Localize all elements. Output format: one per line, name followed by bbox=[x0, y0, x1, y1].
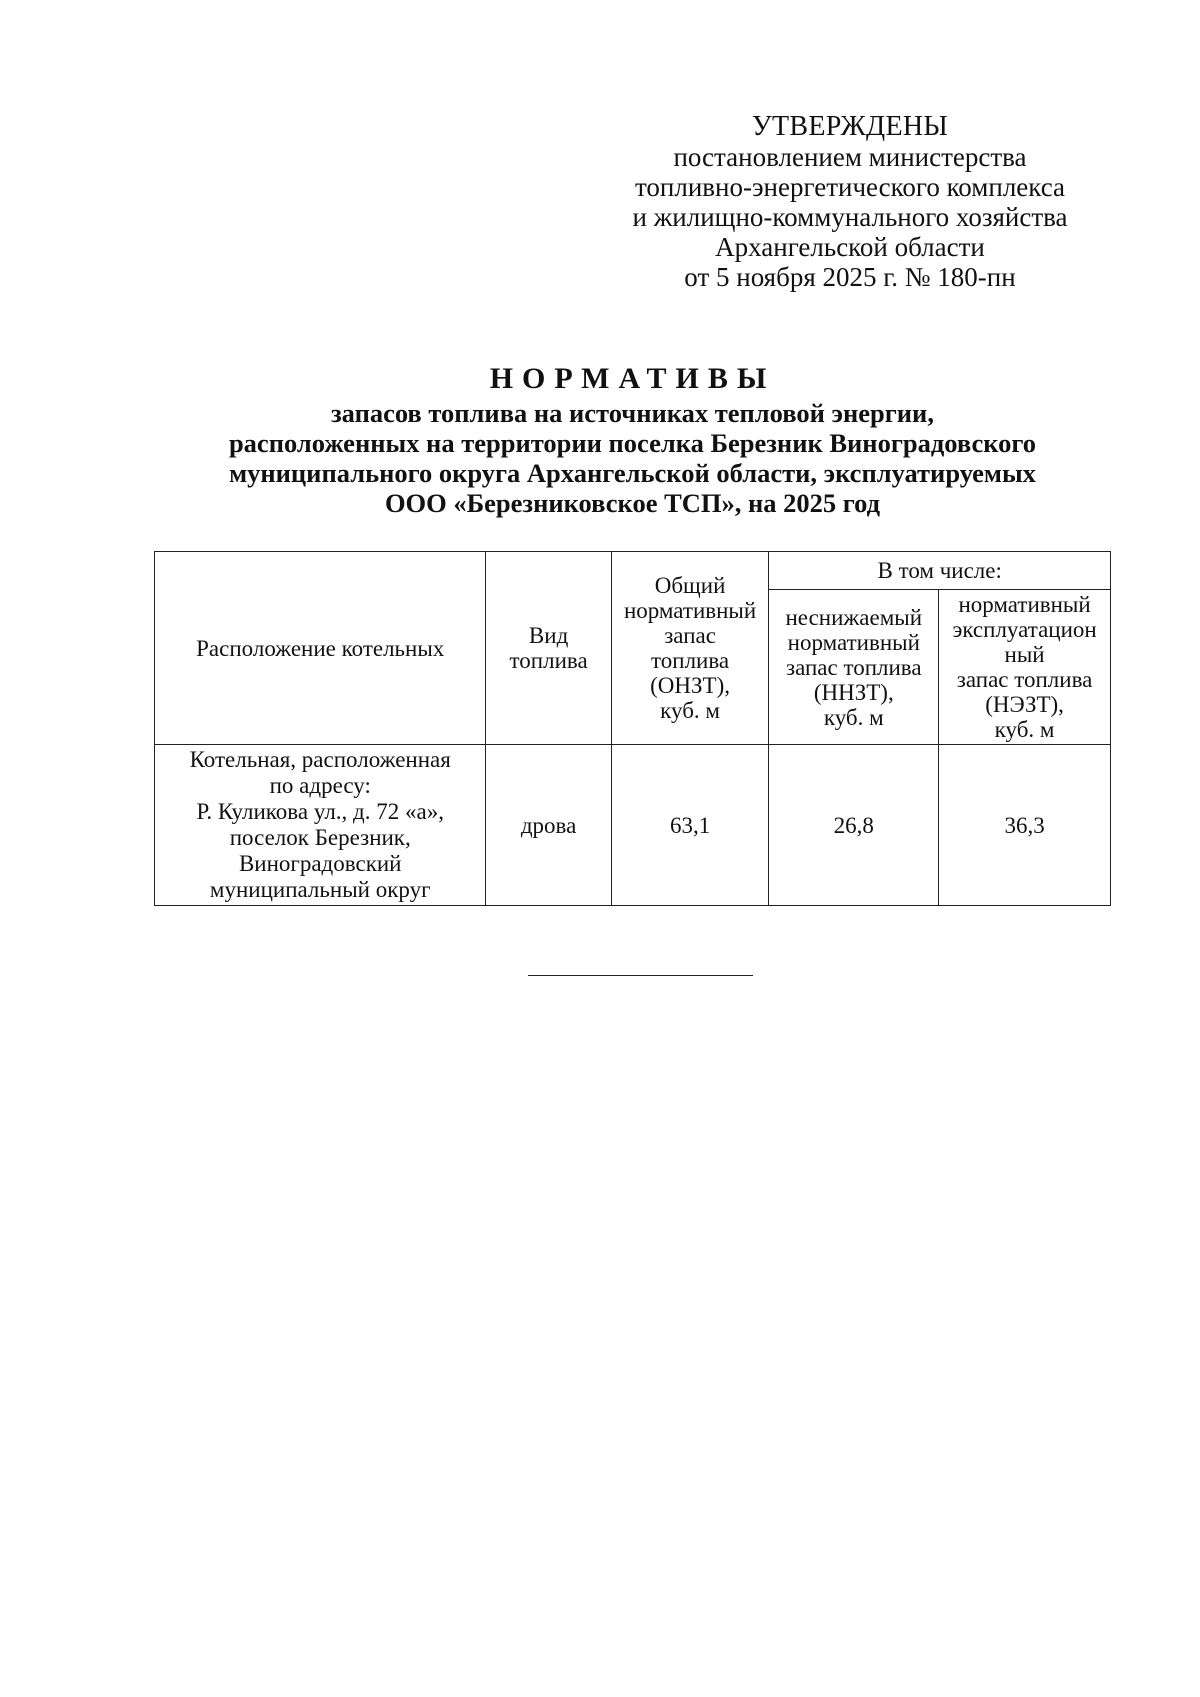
approval-stamp bbox=[620, 112, 1080, 292]
cell-nnzt: 26,8 bbox=[769, 745, 939, 906]
table-row bbox=[155, 745, 1111, 906]
header-nnzt: неснижаемый нормативный запас топлива (ННЗТ), куб. м bbox=[769, 590, 939, 745]
cell-fuel: дрова bbox=[486, 745, 611, 906]
document-subtitle-line: муниципального округа Архангельской области, эксплуатируемых bbox=[229, 458, 1036, 488]
approval-line: Архангельской области bbox=[715, 232, 985, 262]
approval-line: от 5 ноября 2025 г. № 180-пн bbox=[684, 262, 1016, 292]
document-title: НОРМАТИВЫ bbox=[489, 362, 776, 395]
header-fuel: Вид топлива bbox=[486, 552, 611, 745]
approval-line: и жилищно-коммунального хозяйства bbox=[632, 202, 1068, 232]
closing-separator-line bbox=[528, 975, 753, 976]
cell-nezt: 36,3 bbox=[939, 745, 1111, 906]
header-location: Расположение котельных bbox=[155, 552, 486, 745]
cell-location: Котельная, расположенная по адресу: Р. Куликова ул., д. 72 «а», поселок Березник, Виноградовский муниципальный округ bbox=[155, 745, 486, 906]
cell-total-reserve: 63,1 bbox=[611, 745, 769, 906]
header-total-reserve: Общий нормативный запас топлива (ОНЗТ), куб. м bbox=[611, 552, 769, 745]
header-including: В том числе: bbox=[769, 552, 1111, 590]
document-subtitle-line: расположенных на территории поселка Березник Виноградовского bbox=[228, 428, 1037, 458]
document-heading bbox=[150, 362, 1115, 518]
norms-table bbox=[154, 551, 1111, 906]
document-subtitle-line: ООО «Березниковское ТСП», на 2025 год bbox=[384, 488, 881, 518]
document-subtitle-line: запасов топлива на источниках тепловой энергии, bbox=[331, 398, 934, 428]
approval-line: топливно-энергетического комплекса bbox=[634, 172, 1066, 202]
approval-line: постановлением министерства bbox=[673, 142, 1027, 172]
approval-title: УТВЕРЖДЕНЫ bbox=[751, 111, 949, 142]
header-nezt: нормативный эксплуатацион ный запас топлива (НЭЗТ), куб. м bbox=[939, 590, 1111, 745]
